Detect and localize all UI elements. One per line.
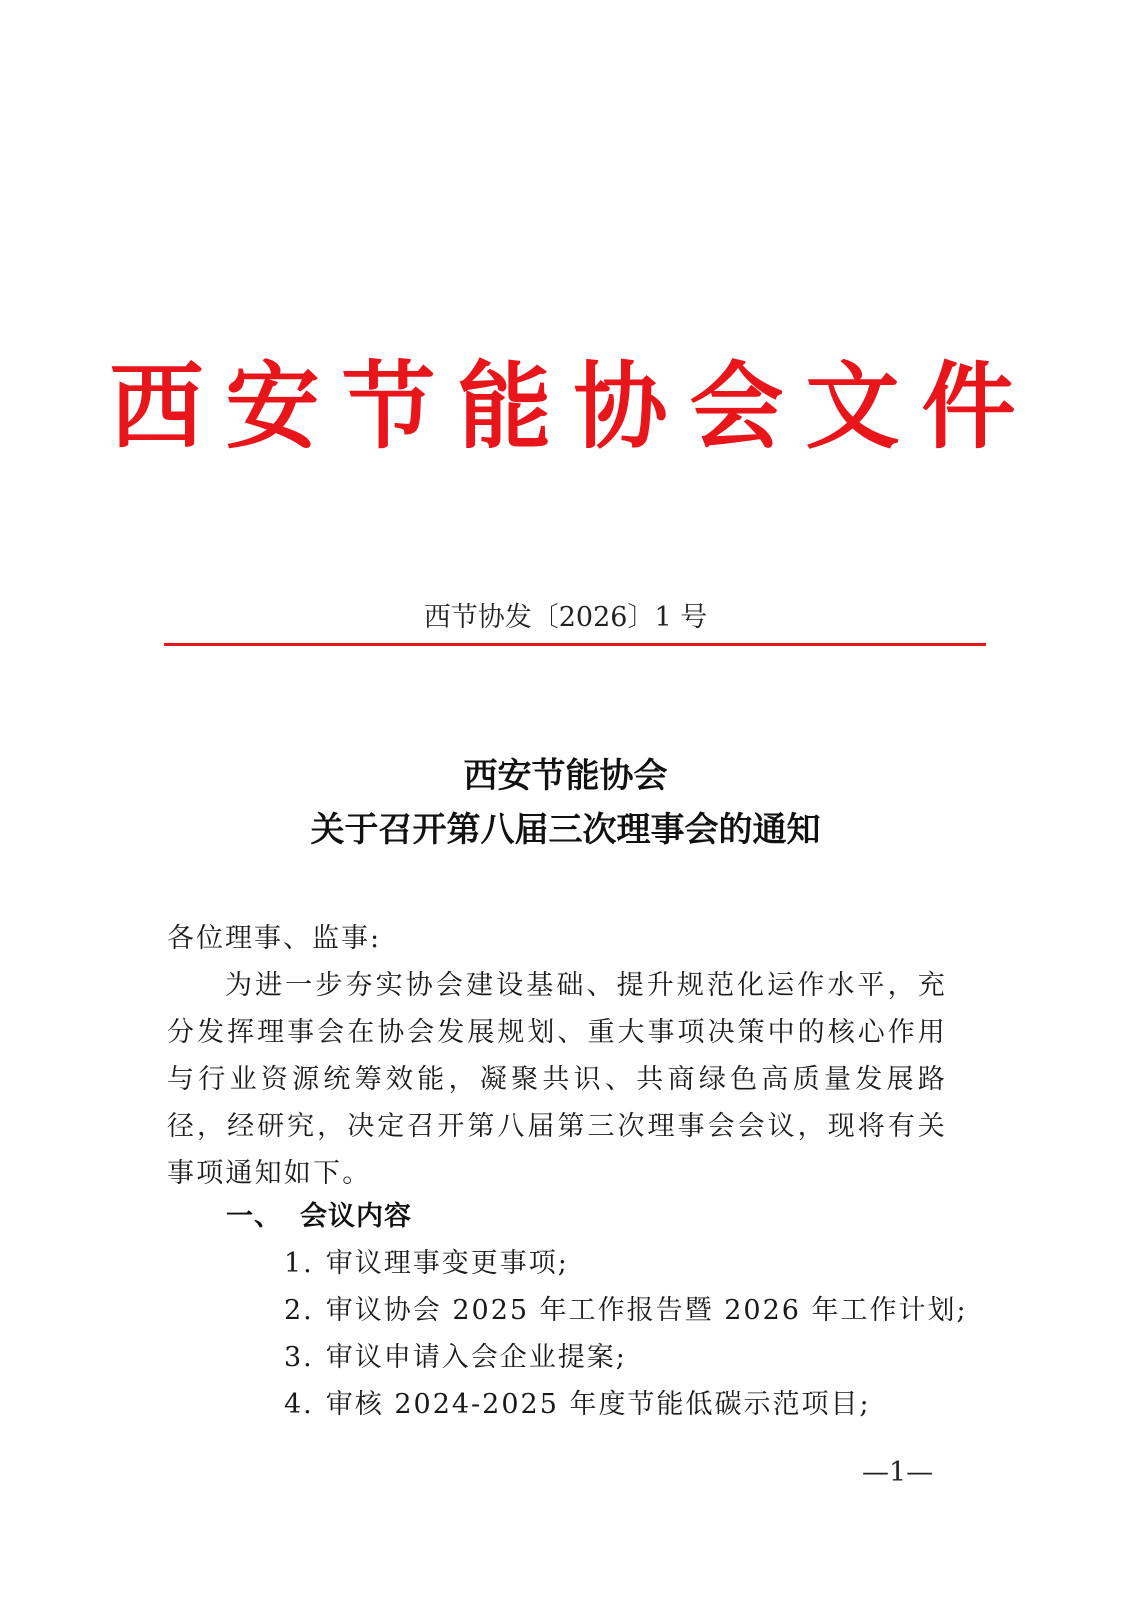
section-title: 会议内容	[300, 1201, 412, 1232]
list-item-index: 2.	[284, 1295, 314, 1326]
list-item-index: 1.	[284, 1248, 314, 1279]
title-line-2: 关于召开第八届三次理事会的通知	[310, 810, 821, 850]
section-heading	[226, 1193, 412, 1240]
section-number: 一、	[226, 1201, 282, 1232]
list-item	[284, 1287, 968, 1334]
list-item	[284, 1334, 968, 1381]
document-number: 西节协发〔2026〕1 号	[423, 602, 708, 633]
document-masthead: 西安节能协会文件	[109, 352, 1038, 462]
list-item-index: 3.	[284, 1342, 314, 1373]
agenda-list	[284, 1240, 968, 1428]
list-item	[284, 1240, 968, 1287]
title-line-1: 西安节能协会	[463, 756, 668, 796]
body-paragraph: 为进一步夯实协会建设基础、提升规范化运作水平，充分发挥理事会在协会发展规划、重大事项决策中的核心作用与行业资源统筹效能，凝聚共识、共商绿色高质量发展路径，经研究，决定召开第八届第三次理事会会议，现将有关事项通知如下。	[167, 970, 947, 1189]
list-item-text: 审议理事变更事项;	[325, 1248, 569, 1279]
page-number: —1—	[862, 1457, 934, 1488]
red-divider-line	[164, 643, 986, 646]
salutation: 各位理事、监事:	[167, 923, 382, 954]
list-item-text: 审议协会 2025 年工作报告暨 2026 年工作计划;	[325, 1295, 968, 1326]
list-item-text: 审议申请入会企业提案;	[325, 1342, 627, 1373]
list-item	[284, 1381, 968, 1428]
list-item-text: 审核 2024-2025 年度节能低碳示范项目;	[325, 1389, 871, 1420]
list-item-index: 4.	[284, 1389, 314, 1420]
